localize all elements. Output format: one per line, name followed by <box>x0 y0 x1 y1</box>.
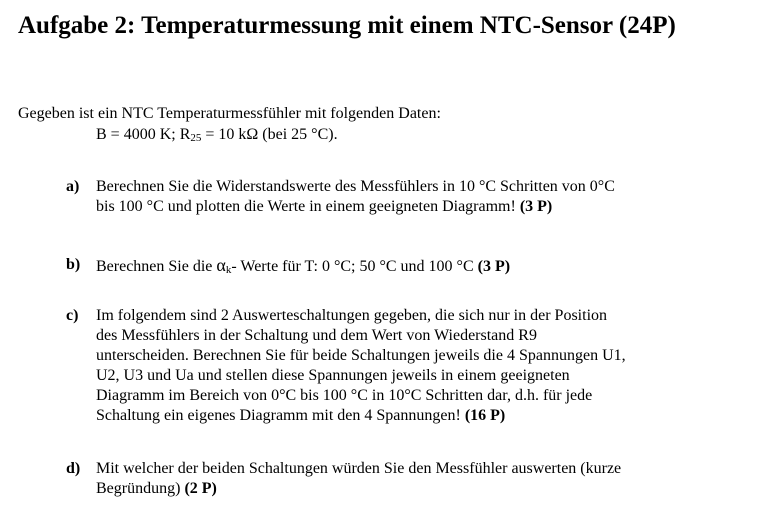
task-a-label: a) <box>66 178 80 195</box>
task-a-line-text: bis 100 °C und plotten die Werte in einem geeigneten Diagramm! <box>96 198 520 215</box>
task-a-line <box>96 197 756 217</box>
task-d-label: d) <box>66 460 81 477</box>
task-b-points: (3 P) <box>477 258 511 275</box>
alpha-symbol: α <box>216 255 226 275</box>
task-a-line: Berechnen Sie die Widerstandswerte des Messfühlers in 10 °C Schritten von 0°C <box>96 178 615 195</box>
task-b-suffix: - Werte für T: 0 °C; 50 °C und 100 °C <box>231 258 478 275</box>
task-c-line: des Messfühlers in der Schaltung und dem Wert von Wiederstand R9 <box>96 327 537 344</box>
task-c-line-text: Schaltung ein eigenes Diagramm mit den 4 Spannungen! <box>96 407 465 424</box>
task-c-line: Im folgendem sind 2 Auswerteschaltungen gegeben, die sich nur in der Position <box>96 307 608 324</box>
task-a-text <box>96 177 756 217</box>
intro-text: Gegeben ist ein NTC Temperaturmessfühler mit folgenden Daten: <box>18 105 441 122</box>
task-b-prefix: Berechnen Sie die <box>96 258 217 275</box>
task-b-label: b) <box>66 256 81 273</box>
task-c-text <box>96 306 756 426</box>
sensor-b-value: B = 4000 K; R <box>96 126 191 143</box>
page-title: Aufgabe 2: Temperaturmessung mit einem NTC-Sensor (24P) <box>18 12 676 39</box>
task-c-line: U2, U3 und Ua und stellen diese Spannungen jeweils in einem geeigneten <box>96 367 570 384</box>
task-c-line <box>96 406 756 426</box>
alpha-subscript: k <box>225 264 232 276</box>
task-b-text <box>96 255 756 277</box>
task-c-points: (16 P) <box>464 407 506 424</box>
r-subscript: 25 <box>190 132 202 144</box>
task-d-line-text: Begründung) <box>96 480 185 497</box>
task-d-points: (2 P) <box>184 480 217 497</box>
task-c-line: unterscheiden. Berechnen Sie für beide Schaltungen jeweils die 4 Spannungen U1, <box>96 347 626 364</box>
sensor-data-line <box>96 125 338 145</box>
task-a-points: (3 P) <box>519 198 553 215</box>
task-d-line <box>96 479 756 499</box>
task-d-text <box>96 459 756 499</box>
task-d-line: Mit welcher der beiden Schaltungen würden Sie den Messfühler auswerten (kurze <box>96 460 622 477</box>
sensor-r-value: = 10 kΩ (bei 25 °C). <box>201 126 338 143</box>
task-c-label: c) <box>66 307 79 324</box>
task-c-line: Diagramm im Bereich von 0°C bis 100 °C in 10°C Schritten dar, d.h. für jede <box>96 387 593 404</box>
